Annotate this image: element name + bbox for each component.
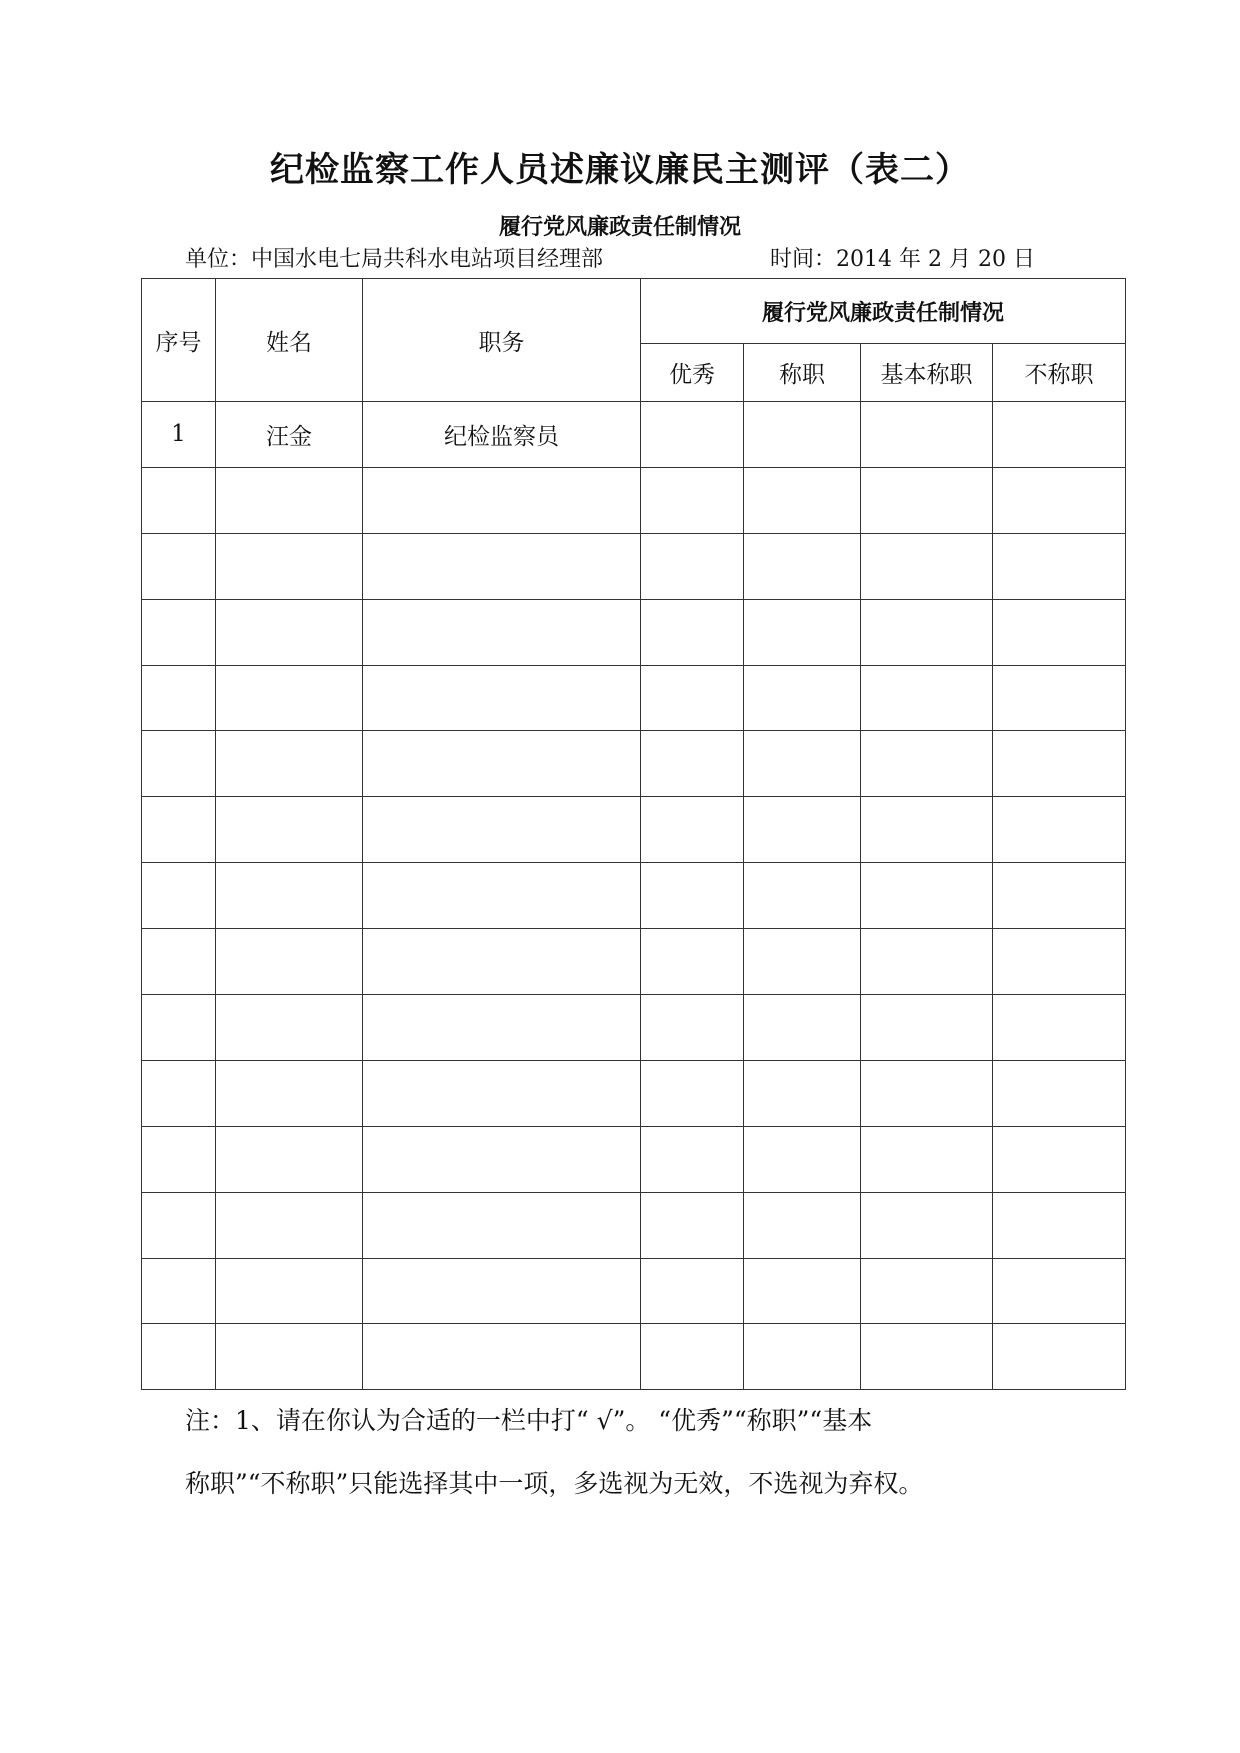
table-row (142, 995, 1126, 1061)
date-label: 时间：2014 年 2 月 20 日 (770, 247, 1035, 272)
cell-rating-incompetent[interactable] (993, 731, 1126, 797)
cell-rating-incompetent[interactable] (993, 797, 1126, 863)
table-row (142, 467, 1126, 533)
cell-name (216, 797, 363, 863)
cell-rating-excellent[interactable] (641, 1192, 744, 1258)
cell-rating-basic[interactable] (861, 863, 993, 929)
cell-rating-incompetent[interactable] (993, 599, 1126, 665)
table-row (142, 929, 1126, 995)
cell-name (216, 863, 363, 929)
cell-rating-incompetent[interactable] (993, 1126, 1126, 1192)
cell-position (363, 1060, 641, 1126)
cell-rating-excellent[interactable] (641, 1126, 744, 1192)
cell-name (216, 995, 363, 1061)
cell-position (363, 533, 641, 599)
cell-rating-incompetent[interactable] (993, 533, 1126, 599)
cell-name (216, 929, 363, 995)
cell-rating-excellent[interactable] (641, 731, 744, 797)
cell-name (216, 1126, 363, 1192)
cell-seq (142, 995, 216, 1061)
cell-rating-basic[interactable] (861, 1324, 993, 1390)
cell-seq (142, 1324, 216, 1390)
cell-rating-competent[interactable] (744, 1192, 861, 1258)
cell-seq (142, 797, 216, 863)
header-rating-excellent: 优秀 (641, 344, 744, 402)
cell-rating-competent[interactable] (744, 467, 861, 533)
cell-rating-competent[interactable] (744, 533, 861, 599)
cell-position (363, 665, 641, 731)
cell-rating-competent[interactable] (744, 599, 861, 665)
cell-rating-basic[interactable] (861, 665, 993, 731)
cell-rating-excellent[interactable] (641, 1060, 744, 1126)
cell-seq (142, 665, 216, 731)
cell-rating-excellent[interactable] (641, 863, 744, 929)
cell-rating-excellent[interactable] (641, 995, 744, 1061)
header-rating-basic: 基本称职 (861, 344, 993, 402)
cell-rating-excellent[interactable] (641, 533, 744, 599)
cell-rating-basic[interactable] (861, 797, 993, 863)
cell-rating-incompetent[interactable] (993, 665, 1126, 731)
cell-seq (142, 467, 216, 533)
header-name: 姓名 (216, 279, 363, 402)
header-seq: 序号 (142, 279, 216, 402)
cell-rating-basic[interactable] (861, 929, 993, 995)
cell-rating-incompetent[interactable] (993, 1324, 1126, 1390)
cell-rating-excellent[interactable] (641, 665, 744, 731)
table-row (142, 1324, 1126, 1390)
cell-position (363, 1126, 641, 1192)
cell-rating-competent[interactable] (744, 1258, 861, 1324)
cell-name (216, 1192, 363, 1258)
cell-position (363, 797, 641, 863)
note-line-1: 注：1、请在你认为合适的一栏中打“ √”。 “优秀”“称职”“基本 (185, 1406, 873, 1435)
cell-position (363, 995, 641, 1061)
cell-rating-excellent[interactable] (641, 1258, 744, 1324)
cell-seq (142, 599, 216, 665)
cell-rating-competent[interactable] (744, 1060, 861, 1126)
cell-rating-incompetent[interactable] (993, 1060, 1126, 1126)
cell-seq (142, 1192, 216, 1258)
evaluation-table (141, 278, 1126, 1390)
cell-rating-competent[interactable] (744, 995, 861, 1061)
cell-position (363, 929, 641, 995)
table-row (142, 1060, 1126, 1126)
cell-rating-incompetent[interactable] (993, 1192, 1126, 1258)
table-row (142, 533, 1126, 599)
header-group: 履行党风廉政责任制情况 (641, 279, 1126, 344)
unit-label: 单位：中国水电七局共科水电站项目经理部 (185, 247, 604, 272)
table-row (142, 1126, 1126, 1192)
table-row (142, 1192, 1126, 1258)
cell-name (216, 599, 363, 665)
cell-rating-basic[interactable] (861, 1126, 993, 1192)
cell-position (363, 1192, 641, 1258)
cell-seq (142, 1126, 216, 1192)
cell-seq (142, 863, 216, 929)
cell-rating-competent[interactable] (744, 402, 861, 468)
cell-position (363, 599, 641, 665)
cell-name (216, 467, 363, 533)
cell-rating-basic[interactable] (861, 1192, 993, 1258)
table-row (142, 863, 1126, 929)
cell-rating-basic[interactable] (861, 1060, 993, 1126)
cell-rating-basic[interactable] (861, 533, 993, 599)
cell-name: 汪金 (216, 402, 363, 468)
table-row (142, 797, 1126, 863)
table-row (142, 599, 1126, 665)
cell-rating-basic[interactable] (861, 402, 993, 468)
cell-rating-competent[interactable] (744, 731, 861, 797)
cell-rating-basic[interactable] (861, 467, 993, 533)
cell-seq: 1 (142, 402, 216, 468)
table-row (142, 731, 1126, 797)
cell-seq (142, 929, 216, 995)
cell-name (216, 1060, 363, 1126)
cell-rating-competent[interactable] (744, 863, 861, 929)
cell-position (363, 731, 641, 797)
cell-position (363, 467, 641, 533)
cell-rating-competent[interactable] (744, 1324, 861, 1390)
cell-rating-incompetent[interactable] (993, 402, 1126, 468)
cell-rating-basic[interactable] (861, 599, 993, 665)
cell-name (216, 731, 363, 797)
cell-rating-incompetent[interactable] (993, 467, 1126, 533)
table-row (142, 665, 1126, 731)
cell-rating-incompetent[interactable] (993, 1258, 1126, 1324)
cell-position: 纪检监察员 (363, 402, 641, 468)
cell-rating-basic[interactable] (861, 1258, 993, 1324)
cell-rating-excellent[interactable] (641, 402, 744, 468)
cell-rating-basic[interactable] (861, 731, 993, 797)
header-position: 职务 (363, 279, 641, 402)
cell-name (216, 1324, 363, 1390)
cell-rating-competent[interactable] (744, 1126, 861, 1192)
cell-name (216, 533, 363, 599)
cell-rating-excellent[interactable] (641, 929, 744, 995)
header-rating-competent: 称职 (744, 344, 861, 402)
cell-seq (142, 1060, 216, 1126)
note-line-2: 称职”“不称职”只能选择其中一项，多选视为无效，不选视为弃权。 (185, 1469, 924, 1498)
header-rating-incompetent: 不称职 (993, 344, 1126, 402)
cell-name (216, 1258, 363, 1324)
cell-rating-excellent[interactable] (641, 797, 744, 863)
cell-position (363, 1324, 641, 1390)
cell-seq (142, 1258, 216, 1324)
cell-position (363, 1258, 641, 1324)
cell-rating-basic[interactable] (861, 995, 993, 1061)
document-title: 纪检监察工作人员述廉议廉民主测评（表二） (270, 150, 970, 190)
cell-rating-competent[interactable] (744, 665, 861, 731)
cell-name (216, 665, 363, 731)
cell-rating-excellent[interactable] (641, 1324, 744, 1390)
cell-seq (142, 533, 216, 599)
cell-seq (142, 731, 216, 797)
document-subtitle: 履行党风廉政责任制情况 (498, 214, 741, 240)
table-row (142, 402, 1126, 468)
cell-position (363, 863, 641, 929)
cell-rating-excellent[interactable] (641, 467, 744, 533)
cell-rating-competent[interactable] (744, 929, 861, 995)
cell-rating-incompetent[interactable] (993, 995, 1126, 1061)
cell-rating-competent[interactable] (744, 797, 861, 863)
cell-rating-incompetent[interactable] (993, 929, 1126, 995)
table-row (142, 1258, 1126, 1324)
cell-rating-excellent[interactable] (641, 599, 744, 665)
cell-rating-incompetent[interactable] (993, 863, 1126, 929)
